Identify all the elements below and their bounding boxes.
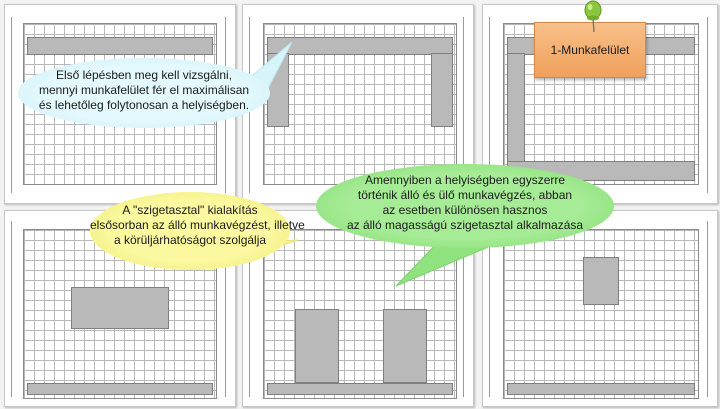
- callout-island: [90, 192, 305, 270]
- callout-mixed: [316, 164, 614, 248]
- callout-island-line: A "szigetasztal" kialakítás: [122, 203, 258, 217]
- sticky-note-label: 1-Munkafelület: [550, 43, 630, 57]
- callout-step1-line: mennyi munkafelület fér el maximálisan: [38, 83, 250, 97]
- callout-mixed-line: az álló magasságú szigetasztal alkalmazása: [346, 218, 584, 232]
- callout-step1-line: és lehetőleg folytonosan a helyiségben.: [38, 98, 250, 112]
- callout-island-line: elsősorban az álló munkavégzést, illetve: [90, 218, 305, 232]
- callout-mixed-line: az esetben különösen hasznos: [382, 203, 548, 217]
- callout-island-line: a körüljárhatóságot szolgálja: [113, 233, 267, 247]
- pushpin-icon: [580, 0, 608, 34]
- callout-mixed-line: Amennyiben a helyiségben egyszerre: [364, 173, 566, 187]
- callout-mixed-line: történik álló és ülő munkavégzés, abban: [357, 188, 573, 202]
- callout-step1-line: Első lépésben meg kell vizsgálni,: [55, 68, 233, 82]
- callout-step1: [18, 58, 270, 128]
